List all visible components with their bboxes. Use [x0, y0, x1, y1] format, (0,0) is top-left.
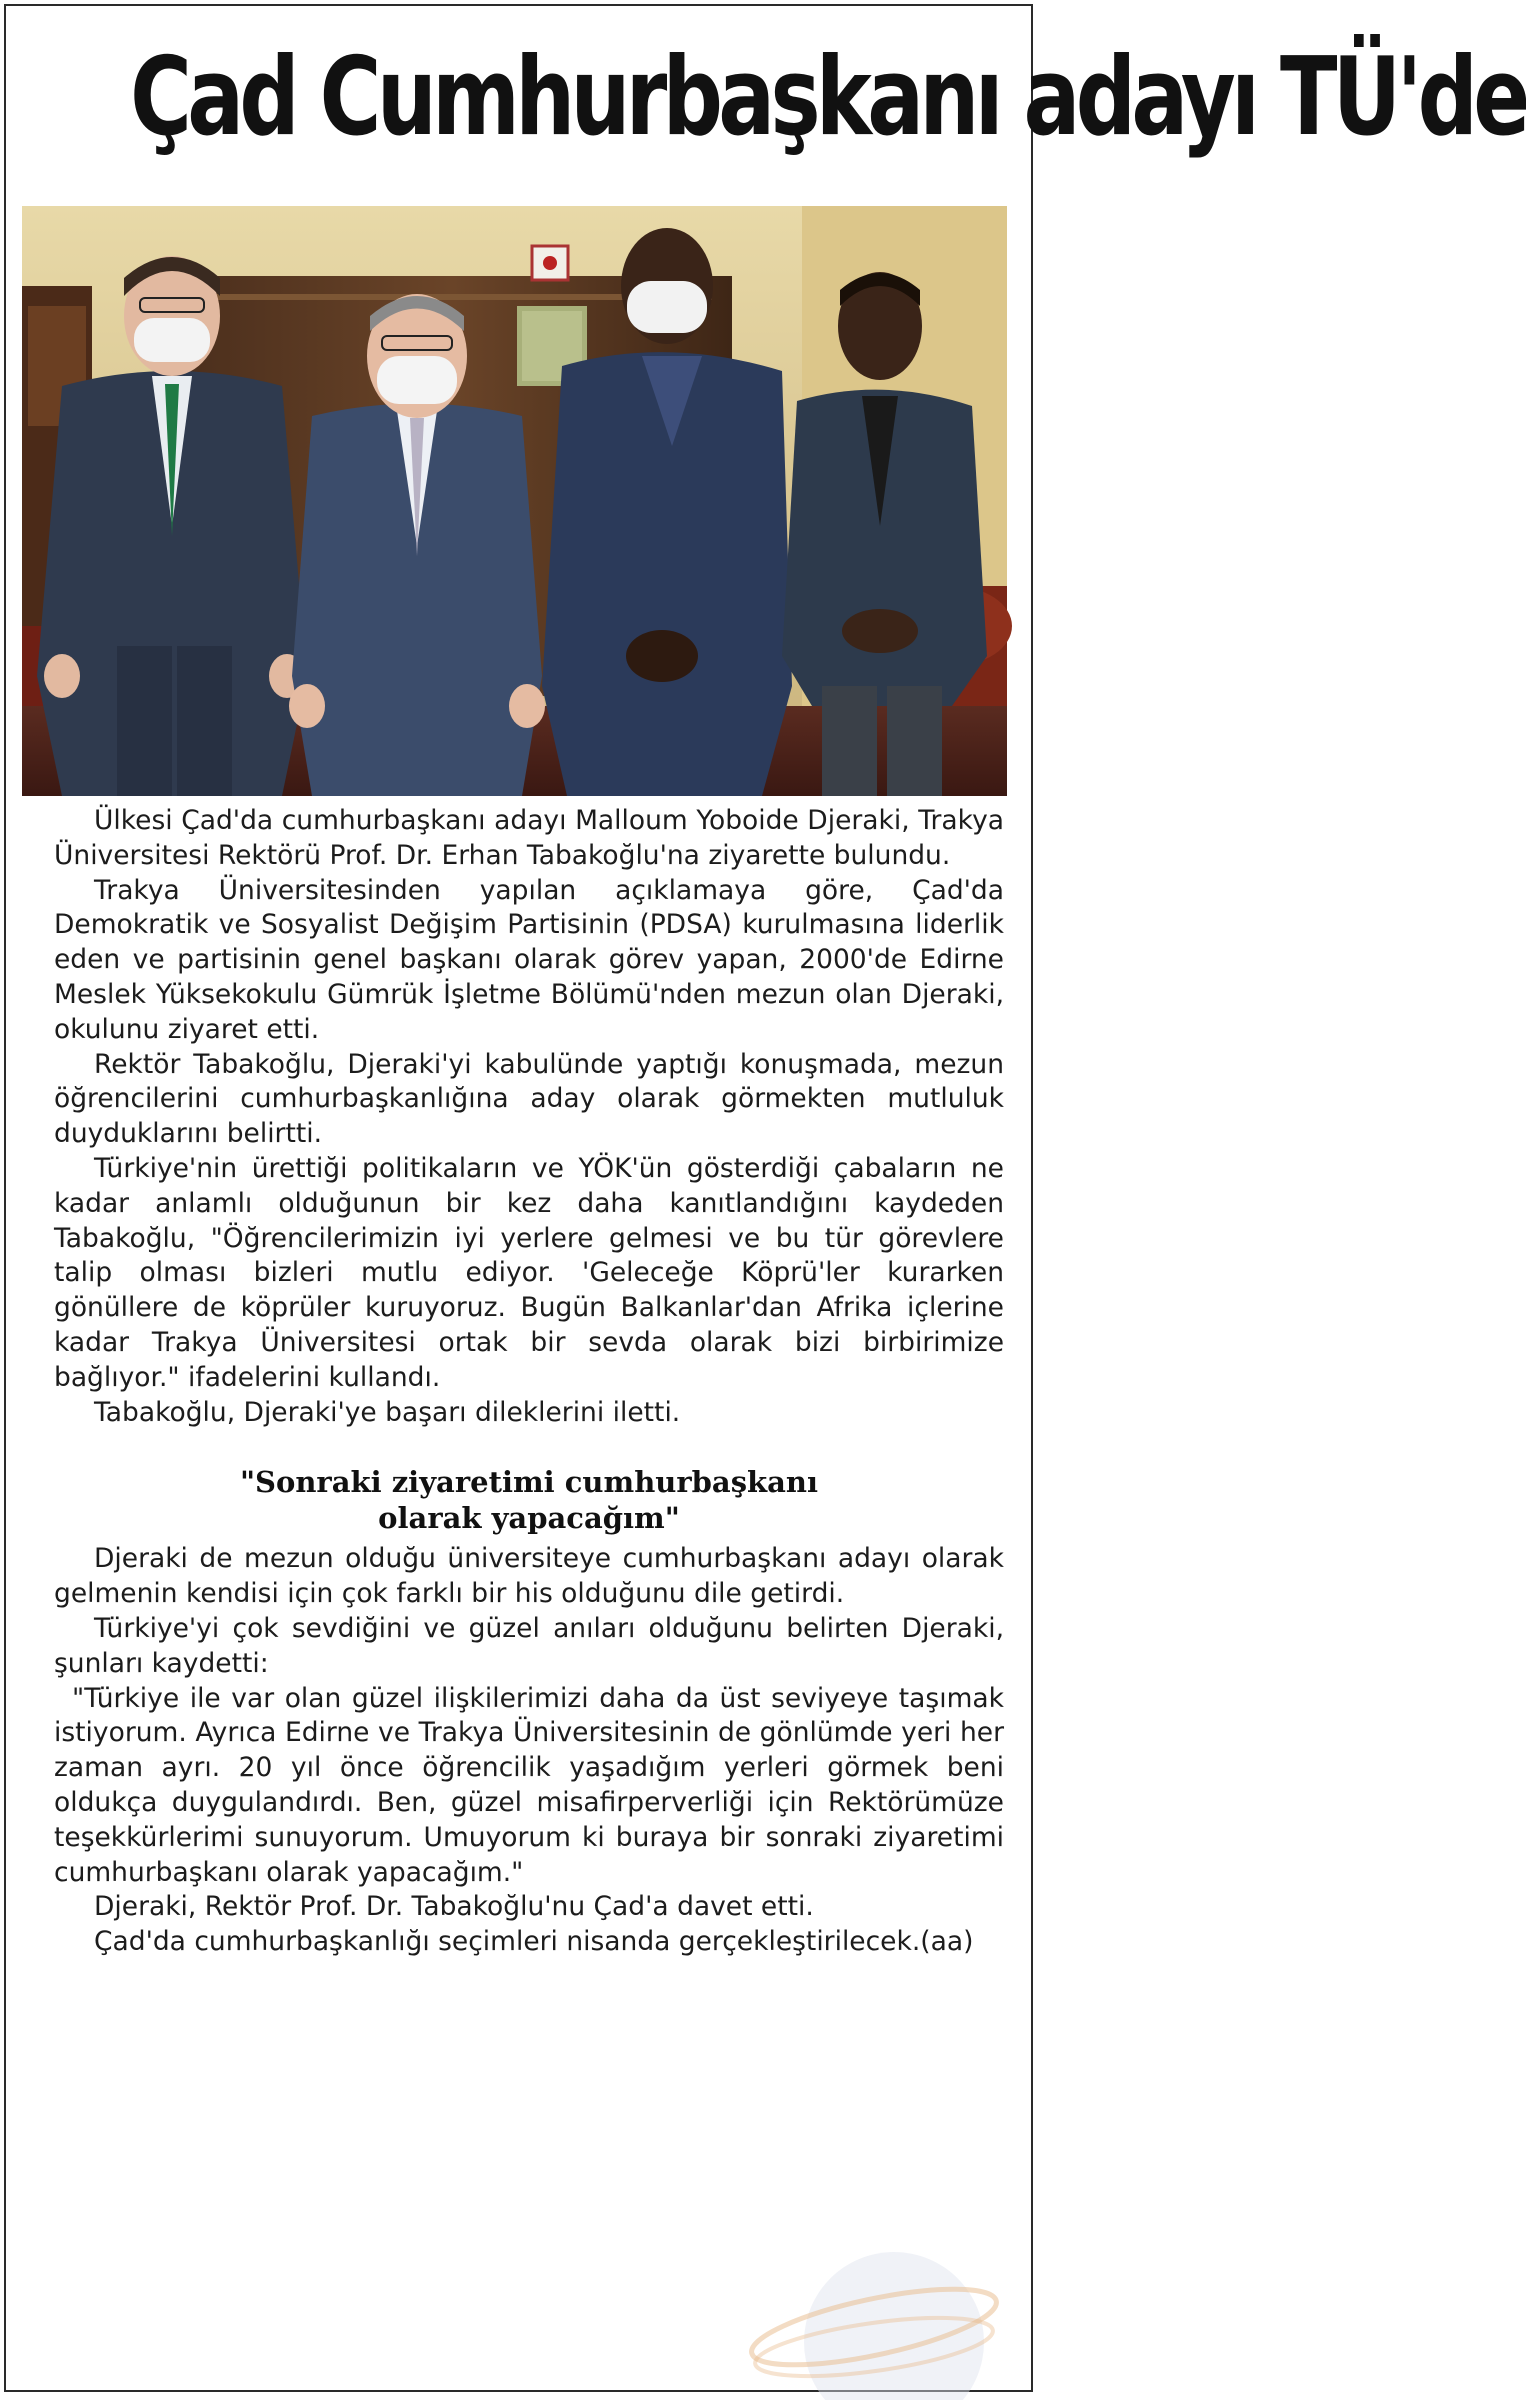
- subheading-line: olarak yapacağım": [378, 1501, 680, 1536]
- photo-four-men-in-office-icon: [22, 206, 1007, 796]
- paragraph: Ülkesi Çad'da cumhurbaşkanı adayı Malloum Yoboide Djeraki, Trakya Üniversitesi Rektörü Prof. Dr. Erhan Tabakoğlu'na ziyarette bulundu.: [54, 805, 1004, 871]
- paragraph: Djeraki de mezun olduğu üniversiteye cumhurbaşkanı adayı olarak gelmenin kendisi için çok farklı bir his olduğunu dile getirdi.: [54, 1543, 1004, 1610]
- paragraph: Çad'da cumhurbaşkanlığı seçimleri nisanda gerçekleştirilecek.(aa): [94, 1926, 974, 1958]
- headline: Çad Cumhurbaşkanı adayı TÜ'de: [130, 35, 1526, 160]
- news-photo: [22, 206, 1007, 796]
- subheading: [54, 1464, 1004, 1536]
- article-body: [54, 804, 1004, 1960]
- paragraph: Rektör Tabakoğlu, Djeraki'yi kabulünde yaptığı konuşmada, mezun öğrencilerini cumhurbaşkanlığına aday olarak görmekten mutluluk duyduklarını belirtti.: [54, 1048, 1004, 1150]
- paragraph: Tabakoğlu, Djeraki'ye başarı dileklerini iletti.: [94, 1396, 681, 1428]
- paragraph: Türkiye'nin ürettiği politikaların ve YÖK'ün gösterdiği çabaların ne kadar anlamlı olduğunun bir kez daha kanıtlandığını kaydeden Tabakoğlu, "Öğrencilerimizin iyi yerlere gelmesi ve bu tür görevlere talip olması bizleri mutlu ediyor. 'Geleceğe Köprü'ler kurarken gönüllere de köprüler kuruyoruz. Bugün Balkanlar'dan Afrika içlerine kadar Trakya Üniversitesi ortak bir sevda olarak bizi birbirimize bağlıyor." ifadelerini kullandı.: [54, 1152, 1004, 1393]
- paragraph: Türkiye'yi çok sevdiğini ve güzel anıları olduğunu belirten Djeraki, şunları kaydetti:: [54, 1612, 1004, 1679]
- paragraph: Trakya Üniversitesinden yapılan açıklamaya göre, Çad'da Demokratik ve Sosyalist Değişim Partisinin (PDSA) kurulmasına liderlik eden ve partisinin genel başkanı olarak görev yapan, 2000'de Edirne Meslek Yüksekokulu Gümrük İşletme Bölümü'nden mezun olan Djeraki, okulunu ziyaret etti.: [54, 874, 1004, 1045]
- paragraph: Djeraki, Rektör Prof. Dr. Tabakoğlu'nu Çad'a davet etti.: [94, 1891, 814, 1923]
- subheading-line: "Sonraki ziyaretimi cumhurbaşkanı: [239, 1465, 819, 1500]
- quote-paragraph: "Türkiye ile var olan güzel ilişkilerimizi daha da üst seviyeye taşımak istiyorum. Ayrıca Edirne ve Trakya Üniversitesinin de gönlümde yeri her zaman ayrı. 20 yıl önce öğrencilik yaşadığım yerleri görmek beni oldukça duygulandırdı. Ben, güzel misafirperverliği için Rektörümüze teşekkürlerimi sunuyorum. Umuyorum ki buraya bir sonraki ziyaretimi cumhurbaşkanı olarak yapacağım.": [54, 1682, 1004, 1888]
